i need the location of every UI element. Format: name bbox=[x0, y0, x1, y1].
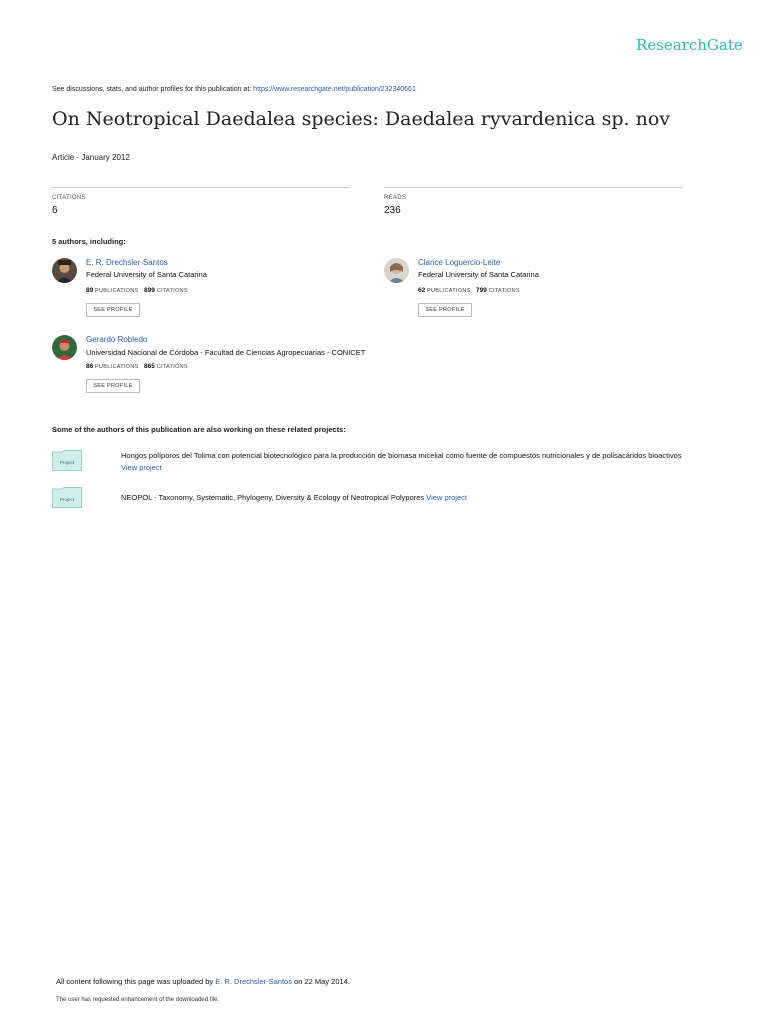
publications-label: PUBLICATIONS bbox=[95, 364, 139, 370]
upload-footer bbox=[56, 977, 350, 986]
publication-url-link[interactable]: https://www.researchgate.net/publication/232340661 bbox=[253, 86, 416, 93]
authors-heading: 5 authors, including: bbox=[52, 237, 126, 246]
author-name-link[interactable]: E. R. Drechsler-Santos bbox=[86, 258, 168, 267]
author-metrics bbox=[418, 287, 520, 294]
project-description bbox=[121, 450, 696, 474]
footer-prefix: All content following this page was uploaded by bbox=[56, 977, 216, 986]
author-affiliation: Federal University of Santa Catarina bbox=[86, 270, 207, 279]
author-name-link[interactable]: Gerardo Robledo bbox=[86, 335, 148, 344]
see-profile-button[interactable]: SEE PROFILE bbox=[86, 303, 140, 317]
publications-count: 86 bbox=[86, 363, 94, 370]
author-affiliation: Federal University of Santa Catarina bbox=[418, 270, 539, 279]
author-avatar-robledo[interactable] bbox=[52, 335, 77, 360]
publications-label: PUBLICATIONS bbox=[95, 288, 139, 294]
folder-icon bbox=[52, 450, 82, 471]
avatar-photo-icon bbox=[52, 258, 77, 283]
project-description bbox=[121, 492, 696, 504]
see-profile-button[interactable]: SEE PROFILE bbox=[418, 303, 472, 317]
citations-label: CITATIONS bbox=[156, 288, 188, 294]
author-name-link[interactable]: Clarice Loguercio-Leite bbox=[418, 258, 501, 267]
project-icon-label: Project bbox=[59, 497, 75, 502]
citations-value: 6 bbox=[52, 205, 58, 216]
project-title: Hongos políporos del Tolima con potencial biotecnológico para la producción de biomasa micelial como fuente de compuestos nutricionales y de polisacáridos bioactivos bbox=[121, 451, 682, 460]
view-project-link[interactable]: View project bbox=[121, 463, 162, 472]
author-avatar-drechsler-santos[interactable] bbox=[52, 258, 77, 283]
author-metrics bbox=[86, 363, 188, 370]
enhancement-note: The user has requested enhancement of the downloaded file. bbox=[56, 997, 220, 1003]
footer-suffix: on 22 May 2014. bbox=[291, 977, 350, 986]
citations-label: CITATIONS bbox=[52, 195, 86, 201]
publications-label: PUBLICATIONS bbox=[427, 288, 471, 294]
discussions-text: See discussions, stats, and author profiles for this publication at: bbox=[52, 86, 254, 93]
researchgate-logo[interactable]: ResearchGate bbox=[636, 36, 743, 54]
publications-count: 89 bbox=[86, 287, 94, 294]
publication-title: On Neotropical Daedalea species: Daedalea ryvardenica sp. nov bbox=[52, 108, 671, 130]
author-metrics bbox=[86, 287, 188, 294]
citations-label: CITATIONS bbox=[156, 364, 188, 370]
publications-count: 62 bbox=[418, 287, 426, 294]
article-meta: Article · January 2012 bbox=[52, 153, 130, 162]
project-title: NEOPOL - Taxonomy, Systematic, Phylogeny, Diversity & Ecology of Neotropical Polypores bbox=[121, 493, 427, 502]
project-folder-icon[interactable] bbox=[52, 450, 82, 471]
reads-divider bbox=[384, 187, 683, 188]
view-project-link[interactable]: View project bbox=[426, 493, 467, 502]
project-icon-label: Project bbox=[59, 460, 75, 465]
related-projects-heading: Some of the authors of this publication are also working on these related projects: bbox=[52, 425, 346, 434]
discussions-line bbox=[52, 86, 416, 93]
author-affiliation: Universidad Nacional de Córdoba - Facultad de Ciencias Agropecuarias - CONICET bbox=[86, 348, 366, 357]
avatar-photo-icon bbox=[384, 258, 409, 283]
author-avatar-loguercio-leite[interactable] bbox=[384, 258, 409, 283]
citations-count: 899 bbox=[144, 287, 155, 294]
uploader-link[interactable]: E. R. Drechsler-Santos bbox=[215, 977, 292, 986]
citations-divider bbox=[52, 187, 350, 188]
reads-label: READS bbox=[384, 195, 407, 201]
citations-count: 865 bbox=[144, 363, 155, 370]
citations-count: 799 bbox=[476, 287, 487, 294]
folder-icon bbox=[52, 487, 82, 508]
see-profile-button[interactable]: SEE PROFILE bbox=[86, 379, 140, 393]
reads-value: 236 bbox=[384, 205, 401, 216]
citations-label: CITATIONS bbox=[488, 288, 520, 294]
project-folder-icon[interactable] bbox=[52, 487, 82, 508]
avatar-photo-icon bbox=[52, 335, 77, 360]
